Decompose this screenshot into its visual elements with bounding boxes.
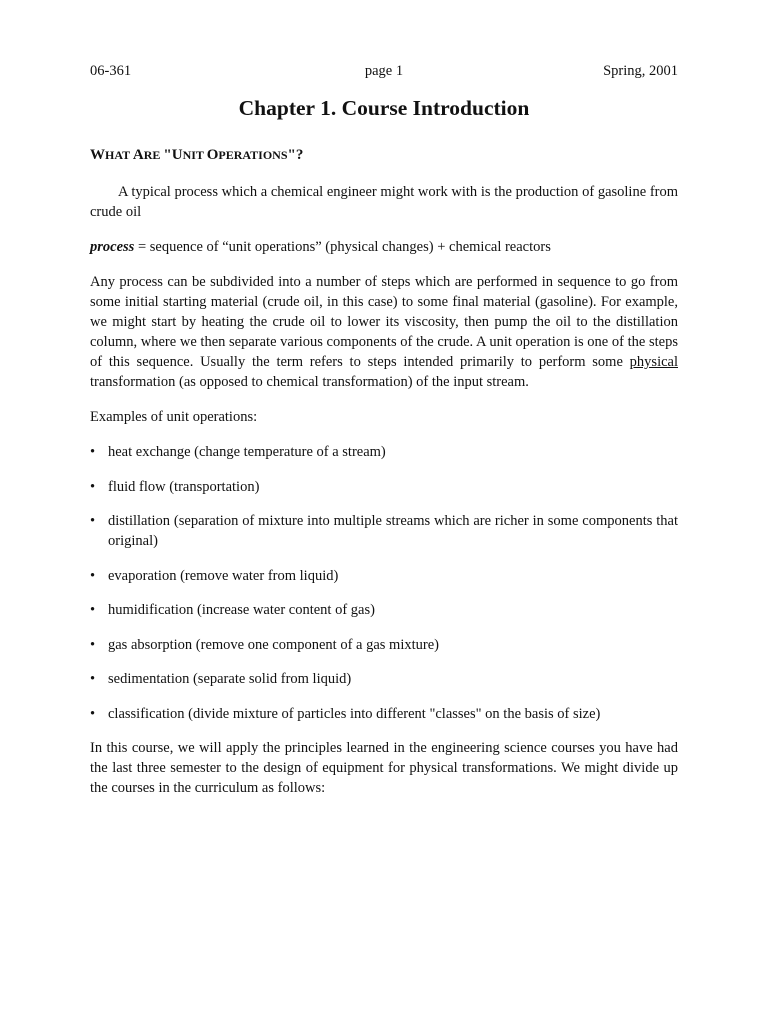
section-heading: WHAT ARE "UNIT OPERATIONS"? bbox=[90, 147, 304, 163]
bullet-icon: • bbox=[90, 636, 96, 653]
chapter-title: Chapter 1. Course Introduction bbox=[238, 96, 530, 120]
bullet-icon: • bbox=[90, 513, 96, 529]
intro-paragraph: A typical process which a chemical engineer might work with is the production of gasoline from crude oil bbox=[90, 184, 678, 220]
definition-text: = sequence of “unit operations” (physical changes) + chemical reactors bbox=[134, 239, 551, 255]
list-item: • heat exchange (change temperature of a stream) bbox=[90, 444, 386, 460]
list-item: • fluid flow (transportation) bbox=[90, 478, 260, 495]
bullet-icon: • bbox=[90, 705, 96, 722]
page-header bbox=[90, 60, 678, 82]
bullet-icon: • bbox=[90, 478, 96, 495]
definition-term: process bbox=[90, 239, 135, 255]
underlined-word: physical bbox=[629, 354, 678, 370]
term-label: Spring, 2001 bbox=[603, 63, 678, 79]
unit-operations-list bbox=[90, 442, 678, 724]
course-paragraph: In this course, we will apply the principles learned in the engineering science courses you have had the last three semester to the design of equipment for physical transformations. We might divide up the courses in the curriculum as follows: bbox=[90, 740, 678, 796]
bullet-icon: • bbox=[90, 602, 96, 618]
subdivision-paragraph: Any process can be subdivided into a number of steps which are performed in sequence to go from some initial starting material (crude oil, in this case) to some final material (gasoline). For example, we might start by heating the crude oil to lower its viscosity, then pump the oil to the distillation column, where we then separate various components of the crude. A unit operation is one of the steps of this sequence. Usually the term refers to steps intended primarily to perform some physical transformation (as opposed to chemical transformation) of the input stream. bbox=[90, 274, 678, 390]
list-item: • evaporation (remove water from liquid) bbox=[90, 567, 339, 584]
process-definition bbox=[90, 237, 678, 257]
list-item: • classification (divide mixture of particles into different "classes" on the basis of size) bbox=[90, 705, 601, 722]
page-number: page 1 bbox=[364, 63, 404, 79]
list-item: • gas absorption (remove one component of a gas mixture) bbox=[90, 636, 439, 653]
bullet-icon: • bbox=[90, 671, 96, 687]
examples-intro: Examples of unit operations: bbox=[90, 409, 258, 425]
list-item: • humidification (increase water content of gas) bbox=[90, 602, 375, 618]
course-number: 06-361 bbox=[90, 63, 132, 79]
bullet-icon: • bbox=[90, 567, 96, 584]
list-item: • distillation (separation of mixture into multiple streams which are richer in some components that original) bbox=[90, 513, 678, 549]
bullet-icon: • bbox=[90, 444, 96, 460]
document-page bbox=[90, 60, 678, 798]
list-item: • sedimentation (separate solid from liquid) bbox=[90, 671, 352, 687]
